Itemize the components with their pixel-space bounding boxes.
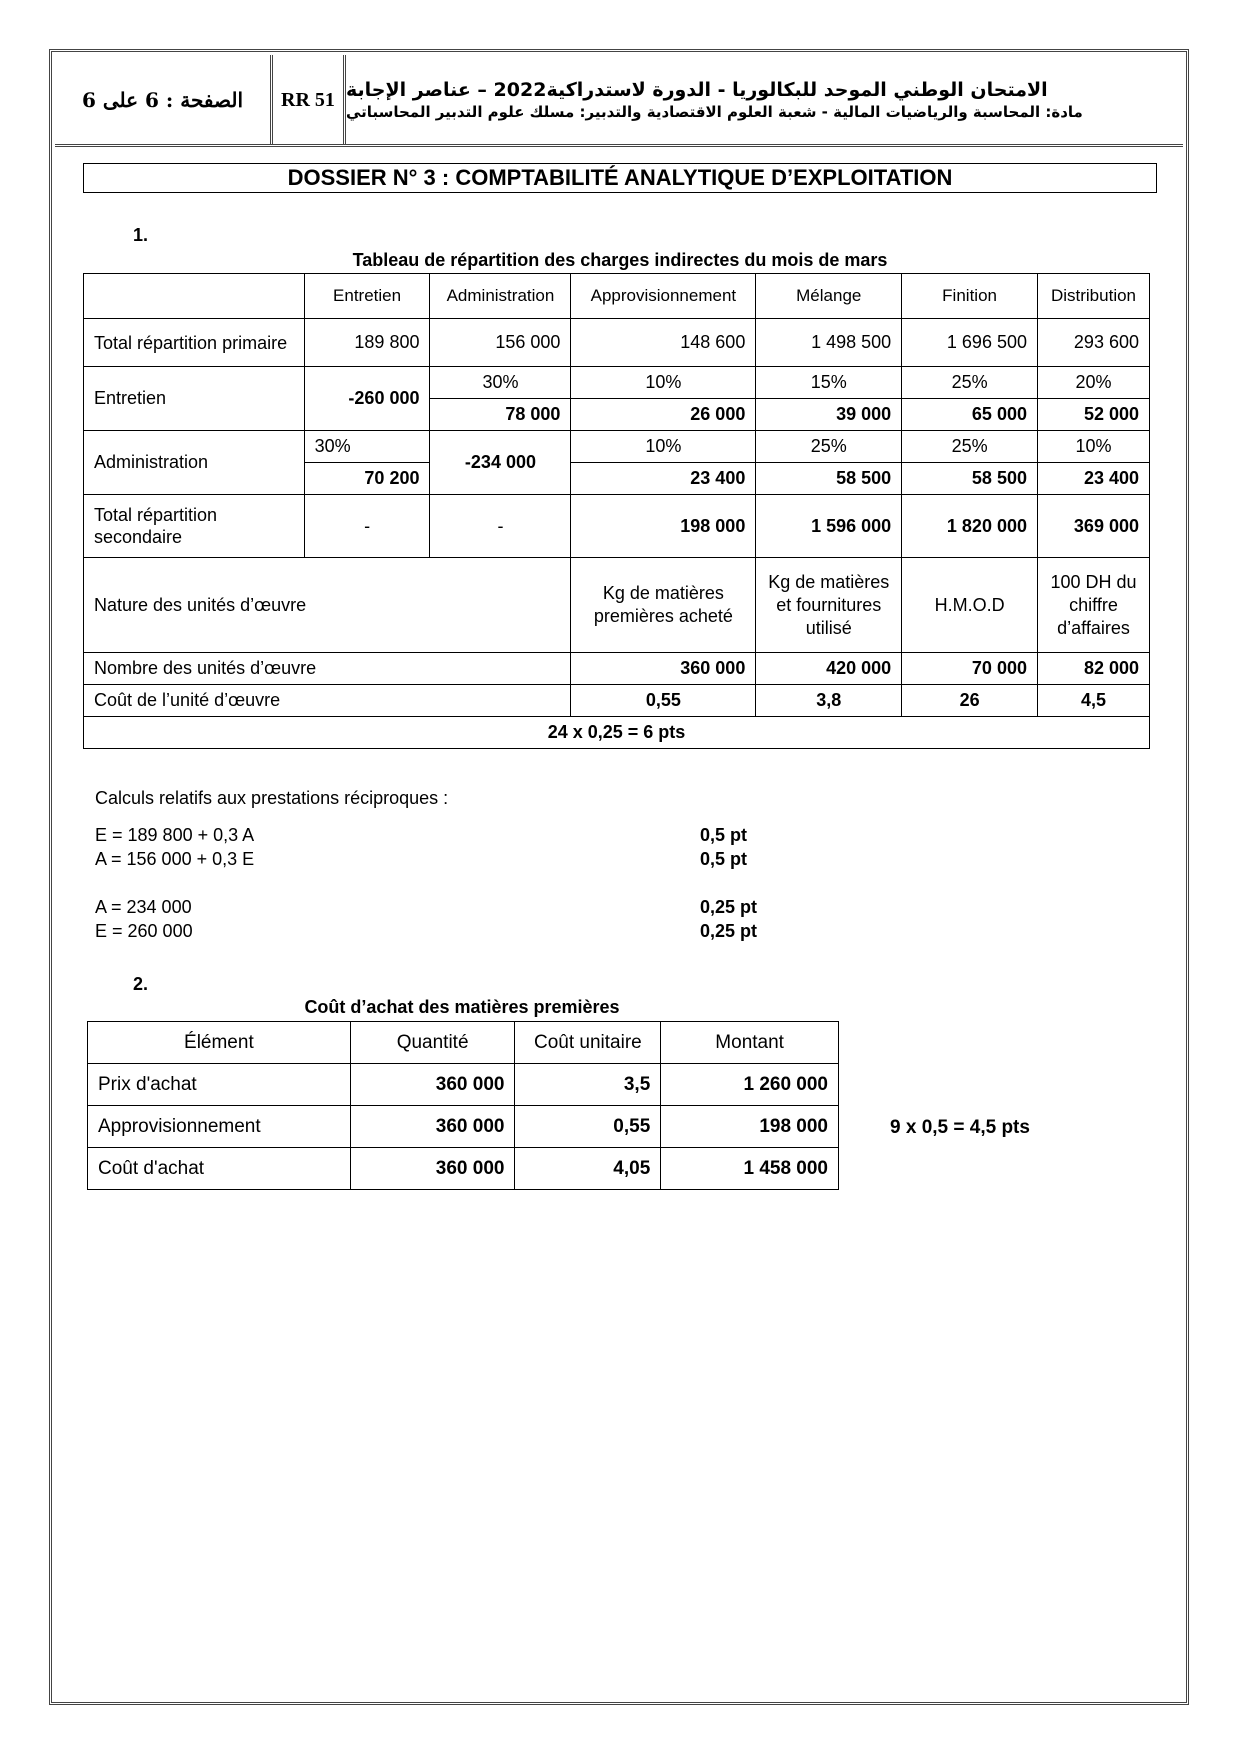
cell: - [430, 495, 571, 558]
cell: 100 DH du chiffre d’affaires [1037, 558, 1149, 653]
cell: 420 000 [756, 653, 902, 685]
col-header: Distribution [1037, 274, 1149, 319]
calculs-intro: Calculs relatifs aux prestations réciproques : [95, 788, 449, 808]
exam-title [346, 55, 1183, 145]
row-label: Administration [84, 431, 305, 495]
cell: 1 260 000 [661, 1064, 839, 1106]
exam-code: RR 51 [270, 55, 346, 145]
cell: 10% [571, 367, 756, 399]
calc-points: 0,25 pt [700, 921, 758, 941]
row-label: Prix d'achat [88, 1064, 351, 1106]
col-header: Administration [430, 274, 571, 319]
row-label: Entretien [84, 367, 305, 431]
row-label: Nature des unités d’œuvre [84, 558, 571, 653]
table-row [84, 431, 1150, 463]
table-header-row [84, 274, 1150, 319]
cell: 26 [902, 685, 1038, 717]
cell: Kg de matières premières acheté [571, 558, 756, 653]
cell: 1 696 500 [902, 319, 1038, 367]
cell: 148 600 [571, 319, 756, 367]
row-label: Coût d'achat [88, 1148, 351, 1190]
table-row [84, 653, 1150, 685]
calc-points: 0,25 pt [700, 897, 758, 917]
calc-line [95, 847, 895, 871]
cell: 1 820 000 [902, 495, 1038, 558]
question-2-number: 2. [133, 974, 149, 994]
cell: 360 000 [350, 1106, 515, 1148]
table-header-row [88, 1022, 839, 1064]
cell: 293 600 [1037, 319, 1149, 367]
cell: 156 000 [430, 319, 571, 367]
cell: 58 500 [902, 463, 1038, 495]
cell: 10% [1037, 431, 1149, 463]
cell: -234 000 [430, 431, 571, 495]
cell: 360 000 [571, 653, 756, 685]
table-row [84, 717, 1150, 749]
cell: - [304, 495, 430, 558]
exam-title-line2: مادة: المحاسبة والرياضيات المالية - شعبة العلوم الاقتصادية والتدبير: مسلك علوم التدبير المحاسباتي [346, 103, 1083, 121]
exam-title-line1: الامتحان الوطني الموحد للبكالوريا - الدورة لاستدراكية2022 – عناصر الإجابة [346, 79, 1048, 101]
page-header [55, 55, 1183, 147]
table-row [88, 1064, 839, 1106]
cell: 52 000 [1037, 399, 1149, 431]
calc-equation: E = 260 000 [95, 921, 193, 941]
cell: 360 000 [350, 1064, 515, 1106]
col-header: Entretien [304, 274, 430, 319]
cell: 0,55 [571, 685, 756, 717]
calc-line [95, 895, 895, 919]
repartition-table [83, 273, 1150, 749]
cell: 70 200 [304, 463, 430, 495]
question-1-number: 1. [133, 225, 149, 245]
row-label: Total répartition primaire [84, 319, 305, 367]
table-1-score: 24 x 0,25 = 6 pts [84, 717, 1150, 749]
cell: 23 400 [571, 463, 756, 495]
corner-cell [84, 274, 305, 319]
cell: 198 000 [661, 1106, 839, 1148]
col-header: Coût unitaire [515, 1022, 661, 1064]
table-2-caption: Coût d’achat des matières premières [304, 997, 620, 1017]
cell: 15% [756, 367, 902, 399]
calc-line [95, 823, 895, 847]
table-row [84, 319, 1150, 367]
cell: Kg de matières et fournitures utilisé [756, 558, 902, 653]
table-row [84, 367, 1150, 399]
cell: 82 000 [1037, 653, 1149, 685]
row-label: Approvisionnement [88, 1106, 351, 1148]
cell: 23 400 [1037, 463, 1149, 495]
row-label: Nombre des unités d’œuvre [84, 653, 571, 685]
cell: 1 458 000 [661, 1148, 839, 1190]
cell: 70 000 [902, 653, 1038, 685]
col-header: Quantité [350, 1022, 515, 1064]
cell: 30% [430, 367, 571, 399]
cell: 65 000 [902, 399, 1038, 431]
row-label: Total répartition secondaire [84, 495, 305, 558]
calc-points: 0,5 pt [700, 825, 748, 845]
page-number: الصفحة : 6 على 6 [81, 88, 244, 112]
calc-equation: A = 234 000 [95, 897, 192, 917]
calc-points: 0,5 pt [700, 849, 748, 869]
cell: 369 000 [1037, 495, 1149, 558]
dossier-title: DOSSIER N° 3 : COMPTABILITÉ ANALYTIQUE D’EXPLOITATION [83, 163, 1157, 193]
table-row [84, 685, 1150, 717]
row-label: Coût de l’unité d’œuvre [84, 685, 571, 717]
cell: 26 000 [571, 399, 756, 431]
table-row [88, 1106, 839, 1148]
table-row [84, 495, 1150, 558]
cell: 25% [902, 367, 1038, 399]
cout-achat-table [87, 1021, 839, 1190]
cell: 198 000 [571, 495, 756, 558]
calc-equation: A = 156 000 + 0,3 E [95, 849, 255, 869]
cell: 20% [1037, 367, 1149, 399]
col-header: Mélange [756, 274, 902, 319]
cell: 0,55 [515, 1106, 661, 1148]
col-header: Approvisionnement [571, 274, 756, 319]
calc-equation: E = 189 800 + 0,3 A [95, 825, 255, 845]
cell: -260 000 [304, 367, 430, 431]
cell: 360 000 [350, 1148, 515, 1190]
cell: 78 000 [430, 399, 571, 431]
table-2-score: 9 x 0,5 = 4,5 pts [890, 1117, 1030, 1138]
table-row [84, 558, 1150, 653]
cell: 10% [571, 431, 756, 463]
table-1-caption: Tableau de répartition des charges indirectes du mois de mars [352, 250, 888, 270]
col-header: Montant [661, 1022, 839, 1064]
cell: 25% [902, 431, 1038, 463]
cell: 25% [756, 431, 902, 463]
cell: 4,5 [1037, 685, 1149, 717]
cell: 3,8 [756, 685, 902, 717]
table-row [88, 1148, 839, 1190]
cell: 3,5 [515, 1064, 661, 1106]
col-header: Élément [88, 1022, 351, 1064]
cell: 4,05 [515, 1148, 661, 1190]
cell: 1 596 000 [756, 495, 902, 558]
cell: 189 800 [304, 319, 430, 367]
cell: 58 500 [756, 463, 902, 495]
calc-line [95, 919, 895, 943]
cell: 30% [304, 431, 430, 463]
cell: H.M.O.D [902, 558, 1038, 653]
col-header: Finition [902, 274, 1038, 319]
cell: 1 498 500 [756, 319, 902, 367]
cell: 39 000 [756, 399, 902, 431]
